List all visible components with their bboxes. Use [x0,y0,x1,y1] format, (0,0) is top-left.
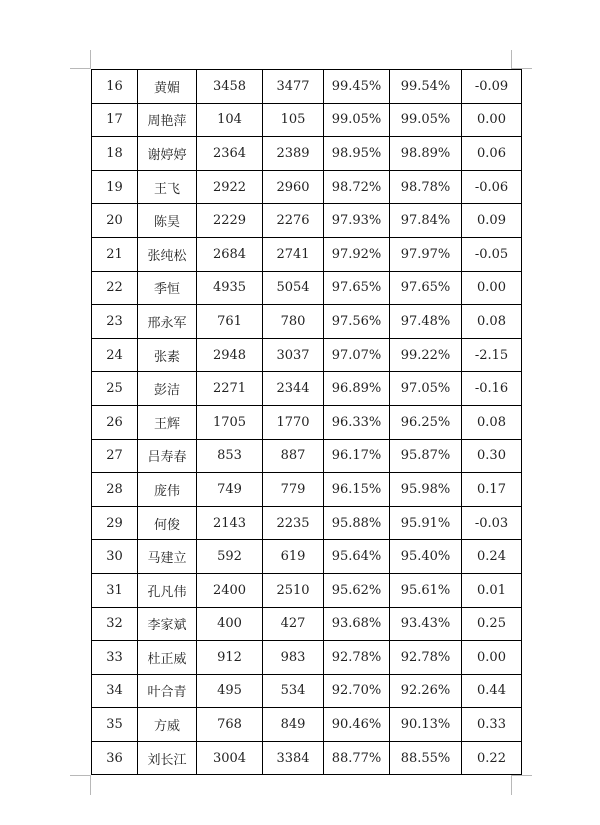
count-b-cell: 2960 [263,170,324,204]
difference-cell: 0.00 [462,641,522,675]
rate-b-cell: 93.43% [390,607,462,641]
count-a-cell: 2271 [197,372,263,406]
difference-cell: 0.30 [462,439,522,473]
rate-b-cell: 97.84% [390,204,462,238]
count-a-cell: 749 [197,473,263,507]
rate-b-cell: 99.54% [390,70,462,104]
name-cell: 叶合青 [138,674,197,708]
rank-cell: 25 [92,372,138,406]
rate-a-cell: 93.68% [324,607,390,641]
count-b-cell: 2235 [263,506,324,540]
rate-b-cell: 96.25% [390,405,462,439]
rate-a-cell: 97.07% [324,338,390,372]
name-cell: 马建立 [138,540,197,574]
rate-a-cell: 98.95% [324,137,390,171]
rate-a-cell: 99.45% [324,70,390,104]
rate-b-cell: 95.40% [390,540,462,574]
difference-cell: 0.01 [462,573,522,607]
rate-a-cell: 96.15% [324,473,390,507]
name-cell: 何俊 [138,506,197,540]
count-a-cell: 592 [197,540,263,574]
name-cell: 陈昊 [138,204,197,238]
difference-cell: -0.03 [462,506,522,540]
crop-mark-top-left-vertical [90,50,91,69]
count-a-cell: 761 [197,305,263,339]
difference-cell: -0.09 [462,70,522,104]
count-b-cell: 5054 [263,271,324,305]
rate-a-cell: 96.33% [324,405,390,439]
rank-cell: 18 [92,137,138,171]
table-row [92,204,522,238]
name-cell: 孔凡伟 [138,573,197,607]
name-cell: 张纯松 [138,237,197,271]
rate-a-cell: 95.62% [324,573,390,607]
rate-b-cell: 95.91% [390,506,462,540]
difference-cell: -0.05 [462,237,522,271]
rank-cell: 33 [92,641,138,675]
rate-b-cell: 97.48% [390,305,462,339]
table-row [92,70,522,104]
count-a-cell: 2400 [197,573,263,607]
table-row [92,506,522,540]
rank-cell: 29 [92,506,138,540]
rank-cell: 27 [92,439,138,473]
rate-b-cell: 95.98% [390,473,462,507]
table-row [92,103,522,137]
rank-cell: 26 [92,405,138,439]
rate-b-cell: 95.61% [390,573,462,607]
rate-a-cell: 97.65% [324,271,390,305]
count-a-cell: 2922 [197,170,263,204]
ranking-table [91,69,522,775]
rank-cell: 32 [92,607,138,641]
rate-b-cell: 92.78% [390,641,462,675]
table-row [92,573,522,607]
rate-a-cell: 92.70% [324,674,390,708]
count-a-cell: 2143 [197,506,263,540]
rank-cell: 35 [92,708,138,742]
count-a-cell: 2684 [197,237,263,271]
rate-a-cell: 96.89% [324,372,390,406]
difference-cell: -2.15 [462,338,522,372]
rate-b-cell: 92.26% [390,674,462,708]
count-b-cell: 534 [263,674,324,708]
count-a-cell: 768 [197,708,263,742]
rate-a-cell: 92.78% [324,641,390,675]
difference-cell: -0.06 [462,170,522,204]
name-cell: 黄媚 [138,70,197,104]
name-cell: 吕寿春 [138,439,197,473]
table-row [92,405,522,439]
difference-cell: 0.09 [462,204,522,238]
difference-cell: 0.24 [462,540,522,574]
rank-cell: 17 [92,103,138,137]
count-b-cell: 2389 [263,137,324,171]
rate-b-cell: 99.05% [390,103,462,137]
rate-a-cell: 90.46% [324,708,390,742]
rank-cell: 16 [92,70,138,104]
name-cell: 方威 [138,708,197,742]
name-cell: 季恒 [138,271,197,305]
name-cell: 谢婷婷 [138,137,197,171]
difference-cell: 0.44 [462,674,522,708]
crop-mark-bottom-left-horizontal [70,775,91,776]
table-row [92,741,522,775]
count-a-cell: 1705 [197,405,263,439]
count-b-cell: 3037 [263,338,324,372]
name-cell: 杜正威 [138,641,197,675]
rate-a-cell: 97.92% [324,237,390,271]
name-cell: 王辉 [138,405,197,439]
difference-cell: 0.06 [462,137,522,171]
count-a-cell: 3004 [197,741,263,775]
rank-cell: 31 [92,573,138,607]
name-cell: 邢永军 [138,305,197,339]
count-b-cell: 2344 [263,372,324,406]
difference-cell: 0.00 [462,103,522,137]
rate-b-cell: 95.87% [390,439,462,473]
count-b-cell: 983 [263,641,324,675]
difference-cell: 0.08 [462,405,522,439]
name-cell: 周艳萍 [138,103,197,137]
table-row [92,674,522,708]
table-body [92,70,522,775]
rank-cell: 36 [92,741,138,775]
rate-a-cell: 97.93% [324,204,390,238]
count-b-cell: 849 [263,708,324,742]
rate-b-cell: 88.55% [390,741,462,775]
rate-b-cell: 98.78% [390,170,462,204]
difference-cell: 0.00 [462,271,522,305]
rate-b-cell: 97.65% [390,271,462,305]
difference-cell: 0.22 [462,741,522,775]
name-cell: 彭洁 [138,372,197,406]
table-row [92,708,522,742]
rate-a-cell: 95.88% [324,506,390,540]
table-row [92,439,522,473]
table-row [92,641,522,675]
name-cell: 刘长江 [138,741,197,775]
table-row [92,137,522,171]
table-row [92,338,522,372]
count-a-cell: 912 [197,641,263,675]
table-row [92,473,522,507]
count-b-cell: 780 [263,305,324,339]
rate-b-cell: 97.05% [390,372,462,406]
count-a-cell: 3458 [197,70,263,104]
count-b-cell: 1770 [263,405,324,439]
rate-a-cell: 88.77% [324,741,390,775]
count-b-cell: 2510 [263,573,324,607]
difference-cell: 0.25 [462,607,522,641]
count-b-cell: 887 [263,439,324,473]
rank-cell: 23 [92,305,138,339]
rate-a-cell: 98.72% [324,170,390,204]
rank-cell: 22 [92,271,138,305]
table-row [92,237,522,271]
name-cell: 庞伟 [138,473,197,507]
crop-mark-bottom-right-vertical [511,775,512,795]
rate-a-cell: 95.64% [324,540,390,574]
count-a-cell: 104 [197,103,263,137]
count-b-cell: 2741 [263,237,324,271]
table-row [92,607,522,641]
difference-cell: 0.08 [462,305,522,339]
table-row [92,271,522,305]
rank-cell: 19 [92,170,138,204]
name-cell: 张素 [138,338,197,372]
rank-cell: 21 [92,237,138,271]
crop-mark-bottom-left-vertical [90,775,91,795]
table-row [92,305,522,339]
count-b-cell: 3477 [263,70,324,104]
difference-cell: 0.33 [462,708,522,742]
count-b-cell: 427 [263,607,324,641]
rate-a-cell: 97.56% [324,305,390,339]
count-b-cell: 105 [263,103,324,137]
rank-cell: 20 [92,204,138,238]
rate-a-cell: 99.05% [324,103,390,137]
rank-cell: 28 [92,473,138,507]
table-row [92,170,522,204]
count-a-cell: 400 [197,607,263,641]
rank-cell: 30 [92,540,138,574]
table-row [92,540,522,574]
count-a-cell: 2364 [197,137,263,171]
rate-b-cell: 97.97% [390,237,462,271]
count-b-cell: 3384 [263,741,324,775]
rate-b-cell: 99.22% [390,338,462,372]
count-a-cell: 853 [197,439,263,473]
crop-mark-top-left-horizontal [70,68,91,69]
count-b-cell: 779 [263,473,324,507]
difference-cell: 0.17 [462,473,522,507]
table-row [92,372,522,406]
rank-cell: 34 [92,674,138,708]
name-cell: 李家斌 [138,607,197,641]
name-cell: 王飞 [138,170,197,204]
count-a-cell: 495 [197,674,263,708]
difference-cell: -0.16 [462,372,522,406]
rate-b-cell: 98.89% [390,137,462,171]
count-a-cell: 2948 [197,338,263,372]
rate-a-cell: 96.17% [324,439,390,473]
count-b-cell: 619 [263,540,324,574]
count-a-cell: 4935 [197,271,263,305]
count-b-cell: 2276 [263,204,324,238]
rate-b-cell: 90.13% [390,708,462,742]
rank-cell: 24 [92,338,138,372]
crop-mark-top-right-vertical [511,50,512,69]
count-a-cell: 2229 [197,204,263,238]
